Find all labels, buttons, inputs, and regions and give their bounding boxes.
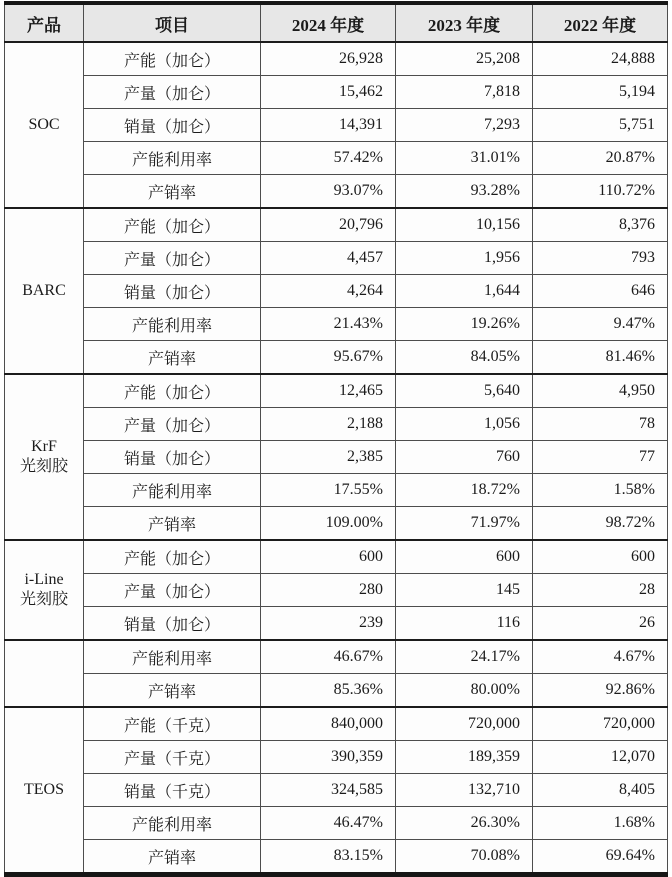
- table-row: [5, 275, 668, 308]
- value-cell: 646: [533, 275, 668, 308]
- item-cell: 产能利用率: [84, 640, 261, 674]
- value-cell: 720,000: [396, 707, 533, 741]
- value-cell: 132,710: [396, 774, 533, 807]
- table-row: [5, 674, 668, 708]
- value-cell: 5,751: [533, 109, 668, 142]
- item-cell: 产能利用率: [84, 807, 261, 840]
- table-row: [5, 76, 668, 109]
- table-row: [5, 574, 668, 607]
- item-cell: 销量（加仑）: [84, 607, 261, 641]
- item-cell: 产销率: [84, 175, 261, 209]
- table-row: [5, 607, 668, 641]
- value-cell: 5,640: [396, 374, 533, 408]
- table-row: [5, 807, 668, 840]
- value-cell: 7,293: [396, 109, 533, 142]
- value-cell: 70.08%: [396, 840, 533, 875]
- value-cell: 4,457: [261, 242, 396, 275]
- item-cell: 产销率: [84, 341, 261, 375]
- value-cell: 12,070: [533, 741, 668, 774]
- value-cell: 145: [396, 574, 533, 607]
- table-row: [5, 142, 668, 175]
- table-row: [5, 341, 668, 375]
- value-cell: 24.17%: [396, 640, 533, 674]
- value-cell: 15,462: [261, 76, 396, 109]
- table-row: [5, 774, 668, 807]
- item-cell: 产能利用率: [84, 142, 261, 175]
- value-cell: 26.30%: [396, 807, 533, 840]
- value-cell: 98.72%: [533, 507, 668, 541]
- item-cell: 销量（加仑）: [84, 109, 261, 142]
- value-cell: 46.47%: [261, 807, 396, 840]
- item-cell: 产量（加仑）: [84, 242, 261, 275]
- product-cell: [5, 640, 84, 707]
- value-cell: 71.97%: [396, 507, 533, 541]
- table-row: [5, 741, 668, 774]
- item-cell: 产量（加仑）: [84, 76, 261, 109]
- table-row: [5, 308, 668, 341]
- value-cell: 116: [396, 607, 533, 641]
- value-cell: 77: [533, 441, 668, 474]
- item-cell: 产能（加仑）: [84, 42, 261, 76]
- table-row: [5, 507, 668, 541]
- value-cell: 189,359: [396, 741, 533, 774]
- value-cell: 81.46%: [533, 341, 668, 375]
- value-cell: 20.87%: [533, 142, 668, 175]
- value-cell: 1,956: [396, 242, 533, 275]
- value-cell: 7,818: [396, 76, 533, 109]
- value-cell: 324,585: [261, 774, 396, 807]
- value-cell: 12,465: [261, 374, 396, 408]
- table-row: [5, 707, 668, 741]
- value-cell: 5,194: [533, 76, 668, 109]
- item-cell: 销量（加仑）: [84, 441, 261, 474]
- product-cell: BARC: [5, 208, 84, 374]
- value-cell: 1.58%: [533, 474, 668, 507]
- value-cell: 390,359: [261, 741, 396, 774]
- table-row: [5, 175, 668, 209]
- header-cell-year-2022: 2022 年度: [533, 3, 668, 42]
- value-cell: 8,376: [533, 208, 668, 242]
- value-cell: 26: [533, 607, 668, 641]
- value-cell: 83.15%: [261, 840, 396, 875]
- item-cell: 产能（加仑）: [84, 374, 261, 408]
- value-cell: 93.28%: [396, 175, 533, 209]
- value-cell: 280: [261, 574, 396, 607]
- item-cell: 产能利用率: [84, 474, 261, 507]
- value-cell: 2,188: [261, 408, 396, 441]
- value-cell: 69.64%: [533, 840, 668, 875]
- value-cell: 793: [533, 242, 668, 275]
- value-cell: 10,156: [396, 208, 533, 242]
- item-cell: 产量（加仑）: [84, 574, 261, 607]
- table-row: [5, 408, 668, 441]
- product-cell: TEOS: [5, 707, 84, 875]
- header-cell-item: 项目: [84, 3, 261, 42]
- item-cell: 产能利用率: [84, 308, 261, 341]
- table-row: [5, 840, 668, 875]
- value-cell: 85.36%: [261, 674, 396, 708]
- item-cell: 产能（加仑）: [84, 540, 261, 574]
- value-cell: 600: [261, 540, 396, 574]
- value-cell: 24,888: [533, 42, 668, 76]
- item-cell: 产能（加仑）: [84, 208, 261, 242]
- value-cell: 14,391: [261, 109, 396, 142]
- value-cell: 2,385: [261, 441, 396, 474]
- value-cell: 840,000: [261, 707, 396, 741]
- table-row: [5, 640, 668, 674]
- value-cell: 21.43%: [261, 308, 396, 341]
- product-cell: i-Line 光刻胶: [5, 540, 84, 640]
- item-cell: 销量（千克）: [84, 774, 261, 807]
- item-cell: 产销率: [84, 840, 261, 875]
- table-header-row: [5, 3, 668, 42]
- header-cell-year-2024: 2024 年度: [261, 3, 396, 42]
- value-cell: 109.00%: [261, 507, 396, 541]
- value-cell: 4.67%: [533, 640, 668, 674]
- value-cell: 25,208: [396, 42, 533, 76]
- value-cell: 9.47%: [533, 308, 668, 341]
- value-cell: 600: [396, 540, 533, 574]
- table-row: [5, 441, 668, 474]
- value-cell: 95.67%: [261, 341, 396, 375]
- value-cell: 28: [533, 574, 668, 607]
- product-cell: KrF 光刻胶: [5, 374, 84, 540]
- table-row: [5, 474, 668, 507]
- product-cell: SOC: [5, 42, 84, 208]
- value-cell: 84.05%: [396, 341, 533, 375]
- value-cell: 4,950: [533, 374, 668, 408]
- table-row: [5, 208, 668, 242]
- value-cell: 18.72%: [396, 474, 533, 507]
- value-cell: 239: [261, 607, 396, 641]
- item-cell: 产销率: [84, 674, 261, 708]
- value-cell: 1,644: [396, 275, 533, 308]
- value-cell: 720,000: [533, 707, 668, 741]
- table-row: [5, 42, 668, 76]
- value-cell: 17.55%: [261, 474, 396, 507]
- value-cell: 80.00%: [396, 674, 533, 708]
- value-cell: 8,405: [533, 774, 668, 807]
- value-cell: 57.42%: [261, 142, 396, 175]
- value-cell: 20,796: [261, 208, 396, 242]
- value-cell: 19.26%: [396, 308, 533, 341]
- value-cell: 4,264: [261, 275, 396, 308]
- item-cell: 产能（千克）: [84, 707, 261, 741]
- value-cell: 1.68%: [533, 807, 668, 840]
- item-cell: 产量（加仑）: [84, 408, 261, 441]
- value-cell: 1,056: [396, 408, 533, 441]
- value-cell: 92.86%: [533, 674, 668, 708]
- header-cell-product: 产品: [5, 3, 84, 42]
- value-cell: 760: [396, 441, 533, 474]
- table-row: [5, 540, 668, 574]
- value-cell: 26,928: [261, 42, 396, 76]
- value-cell: 110.72%: [533, 175, 668, 209]
- item-cell: 产销率: [84, 507, 261, 541]
- table-row: [5, 242, 668, 275]
- value-cell: 46.67%: [261, 640, 396, 674]
- item-cell: 销量（加仑）: [84, 275, 261, 308]
- table-row: [5, 109, 668, 142]
- item-cell: 产量（千克）: [84, 741, 261, 774]
- value-cell: 31.01%: [396, 142, 533, 175]
- table-row: [5, 374, 668, 408]
- value-cell: 78: [533, 408, 668, 441]
- table-body: [5, 42, 668, 875]
- value-cell: 600: [533, 540, 668, 574]
- header-cell-year-2023: 2023 年度: [396, 3, 533, 42]
- production-sales-table: [4, 1, 668, 877]
- value-cell: 93.07%: [261, 175, 396, 209]
